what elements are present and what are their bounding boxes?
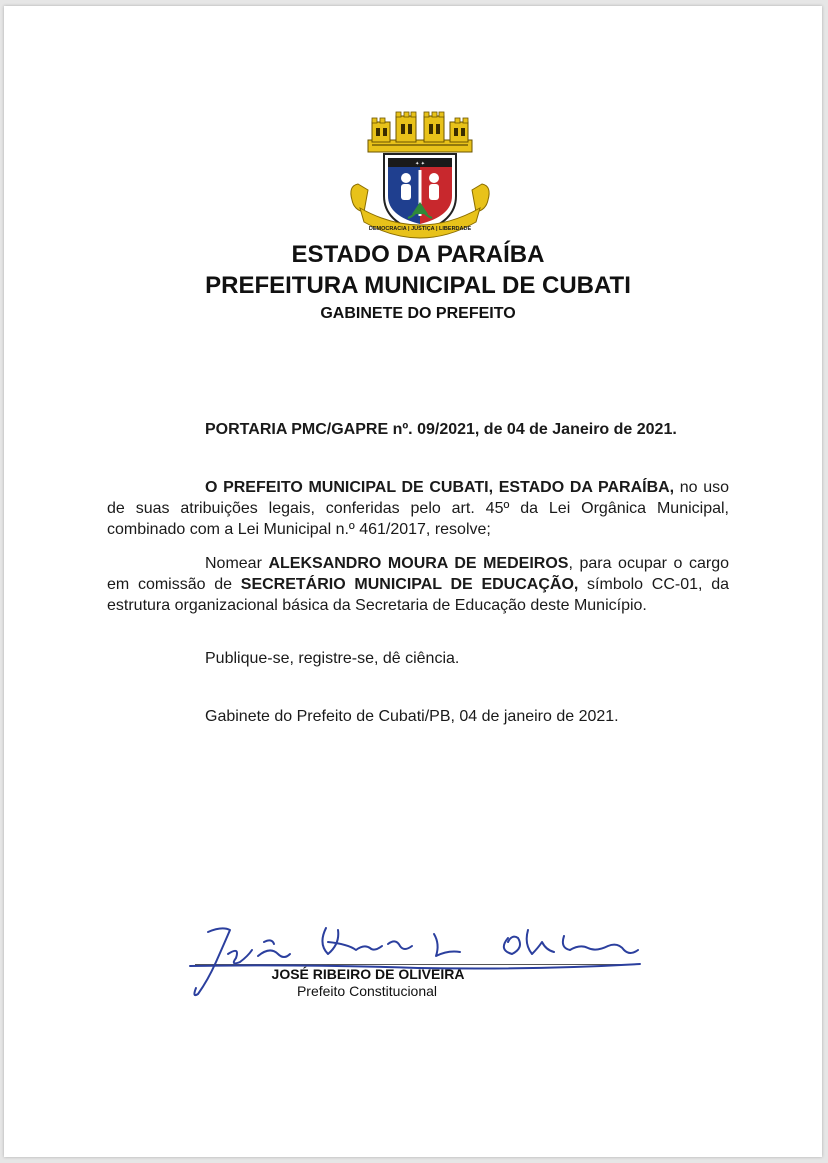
nominee-name: ALEKSANDRO MOURA DE MEDEIROS — [268, 555, 569, 572]
coat-of-arms-icon — [346, 104, 494, 246]
header-state: ESTADO DA PARAÍBA — [291, 241, 545, 268]
document-page — [4, 6, 822, 1157]
local-date-line: Gabinete do Prefeito de Cubati/PB, 04 de janeiro de 2021. — [205, 708, 619, 725]
nomeacao-text-a: Nomear — [205, 555, 269, 572]
publique-line: Publique-se, registre-se, dê ciência. — [205, 650, 460, 667]
nomeacao-text-b: , para ocupar o cargo em comissão de — [107, 555, 729, 593]
preamble-bold: O PREFEITO MUNICIPAL DE CUBATI, ESTADO DA PARAÍBA, — [205, 479, 675, 496]
header-prefeitura: PREFEITURA MUNICIPAL DE CUBATI — [205, 272, 631, 299]
signer-name: JOSÉ RIBEIRO DE OLIVEIRA — [271, 966, 465, 982]
crest-motto: DEMOCRACIA | JUSTIÇA | LIBERDADE — [368, 226, 472, 232]
portaria-title: PORTARIA PMC/GAPRE nº. 09/2021, de 04 de Janeiro de 2021. — [205, 421, 677, 438]
nominee-role: SECRETÁRIO MUNICIPAL DE EDUCAÇÃO, — [240, 576, 579, 593]
nomeacao-text-c: símbolo CC-01, da estrutura organizacional básica da Secretaria de Educação deste Município. — [107, 576, 729, 614]
preamble-text: no uso de suas atribuições legais, conferidas pelo art. 45º da Lei Orgânica Municipal, combinado com a Lei Municipal n.º 461/2017, resolve; — [107, 479, 729, 538]
header-gabinete: GABINETE DO PREFEITO — [320, 305, 516, 322]
signer-role: Prefeito Constitucional — [296, 983, 438, 999]
paragraph-nomeacao — [107, 553, 729, 616]
svg-text:✦ ✦: ✦ ✦ — [415, 161, 425, 167]
paragraph-preamble — [107, 477, 729, 540]
